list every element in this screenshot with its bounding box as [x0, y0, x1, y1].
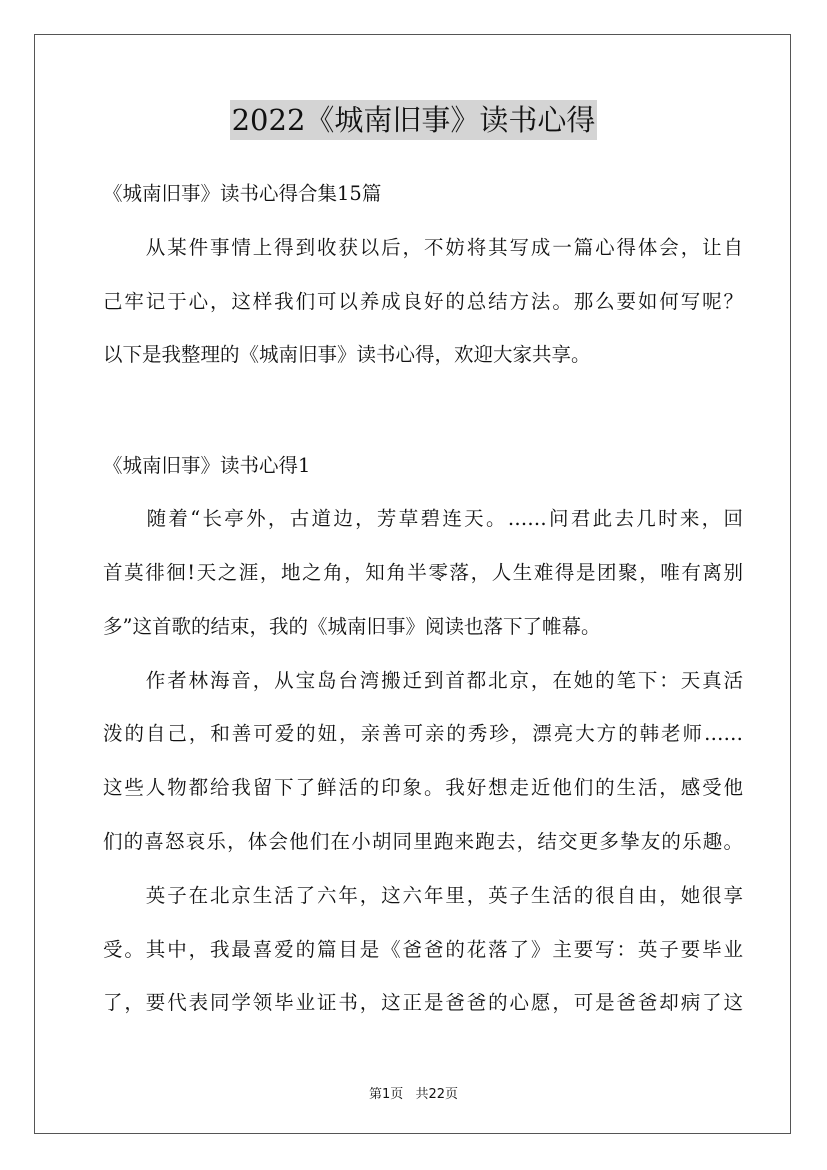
body-line-7: 们的喜怒哀乐，体会他们在小胡同里跑来跑去，结交更多挚友的乐趣。 — [103, 830, 743, 853]
body-line-1: 随着“长亭外，古道边，芳草碧连天。……问君此去几时来，回 — [103, 507, 743, 530]
body-line-6: 这些人物都给我留下了鲜活的印象。我好想走近他们的生活，感受他 — [103, 776, 743, 799]
document-title: 2022《城南旧事》读书心得 — [230, 100, 598, 140]
section-heading-1: 《城南旧事》读书心得1 — [103, 454, 311, 477]
intro-line-1: 从某件事情上得到收获以后，不妨将其写成一篇心得体会，让自 — [103, 236, 743, 259]
body-line-9: 受。其中，我最喜爱的篇目是《爸爸的花落了》主要写：英子要毕业 — [103, 938, 743, 961]
page-total: 共22页 — [415, 1087, 458, 1102]
body-line-4: 作者林海音，从宝岛台湾搬迁到首都北京，在她的笔下：天真活 — [103, 669, 743, 692]
body-line-8: 英子在北京生活了六年，这六年里，英子生活的很自由，她很享 — [103, 884, 743, 907]
body-line-5: 泼的自己，和善可爱的妞，亲善可亲的秀珍，漂亮大方的韩老师…… — [103, 722, 743, 745]
page-number: 第1页 — [369, 1087, 404, 1102]
collection-heading: 《城南旧事》读书心得合集15篇 — [103, 182, 382, 205]
title-container — [0, 100, 827, 140]
intro-line-3: 以下是我整理的《城南旧事》读书心得，欢迎大家共享。 — [103, 343, 591, 366]
body-line-3: 多”这首歌的结束，我的《城南旧事》阅读也落下了帷幕。 — [103, 615, 601, 638]
body-line-2: 首莫徘徊!天之涯，地之角，知角半零落，人生难得是团聚，唯有离别 — [103, 561, 743, 584]
body-line-10: 了，要代表同学领毕业证书，这正是爸爸的心愿，可是爸爸却病了这 — [103, 991, 743, 1014]
intro-line-2: 己牢记于心，这样我们可以养成良好的总结方法。那么要如何写呢？ — [103, 290, 743, 313]
page-footer — [0, 1083, 827, 1102]
